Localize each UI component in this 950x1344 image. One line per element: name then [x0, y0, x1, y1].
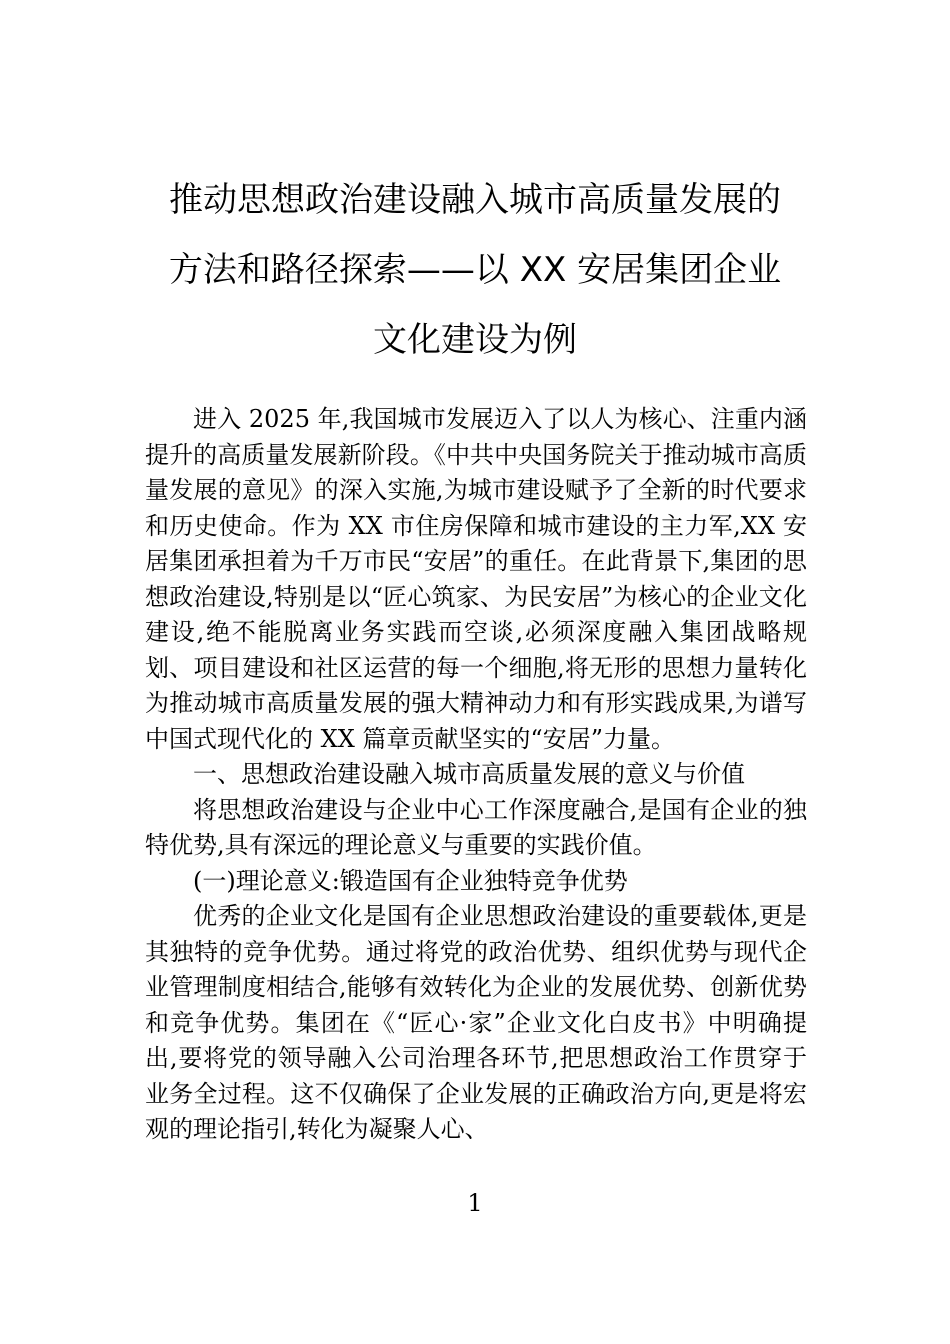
body-paragraph: 优秀的企业文化是国有企业思想政治建设的重要载体,更是其独特的竞争优势。通过将党的政治优势、组织优势与现代企业管理制度相结合,能够有效转化为企业的发展优势、创新优势和竞争优势。集团在《“匠心·家”企业文化白皮书》中明确提出,要将党的领导融入公司治理各环节,把思想政治工作贯穿于业务全过程。这不仅确保了企业发展的正确政治方向,更是将宏观的理论指引,转化为凝聚人心、 — [145, 902, 807, 1143]
section-heading: 一、思想政治建设融入城市高质量发展的意义与价值 — [193, 760, 745, 788]
title-line: 推动思想政治建设融入城市高质量发展的 — [169, 180, 781, 220]
intro-paragraph: 进入 2025 年,我国城市发展迈入了以人为核心、注重内涵提升的高质量发展新阶段。《中共中央国务院关于推动城市高质量发展的意见》的深入实施,为城市建设赋予了全新的时代要求和历史使命。作为 XX 市住房保障和城市建设的主力军,XX 安居集团承担着为千万市民“安居”的重任。在此背景下,集团的思想政治建设,特别是以“匠心筑家、为民安居”为核心的企业文化建设,绝不能脱离业务实践而空谈,必须深度融入集团战略规划、项目建设和社区运营的每一个细胞,将无形的思想力量转化为推动城市高质量发展的强大精神动力和有形实践成果,为谱写中国式现代化的 XX 篇章贡献坚实的“安居”力量。 — [145, 405, 807, 753]
document-body — [145, 402, 807, 1148]
subsection-heading: (一)理论意义:锻造国有企业独特竞争优势 — [193, 866, 628, 895]
title-line: 方法和路径探索——以 XX 安居集团企业 — [168, 250, 782, 290]
document-title — [145, 165, 805, 375]
body-paragraph: 将思想政治建设与企业中心工作深度融合,是国有企业的独特优势,具有深远的理论意义与重要的实践价值。 — [145, 795, 807, 859]
page-number: 1 — [467, 1189, 483, 1217]
title-line: 文化建设为例 — [373, 320, 577, 360]
